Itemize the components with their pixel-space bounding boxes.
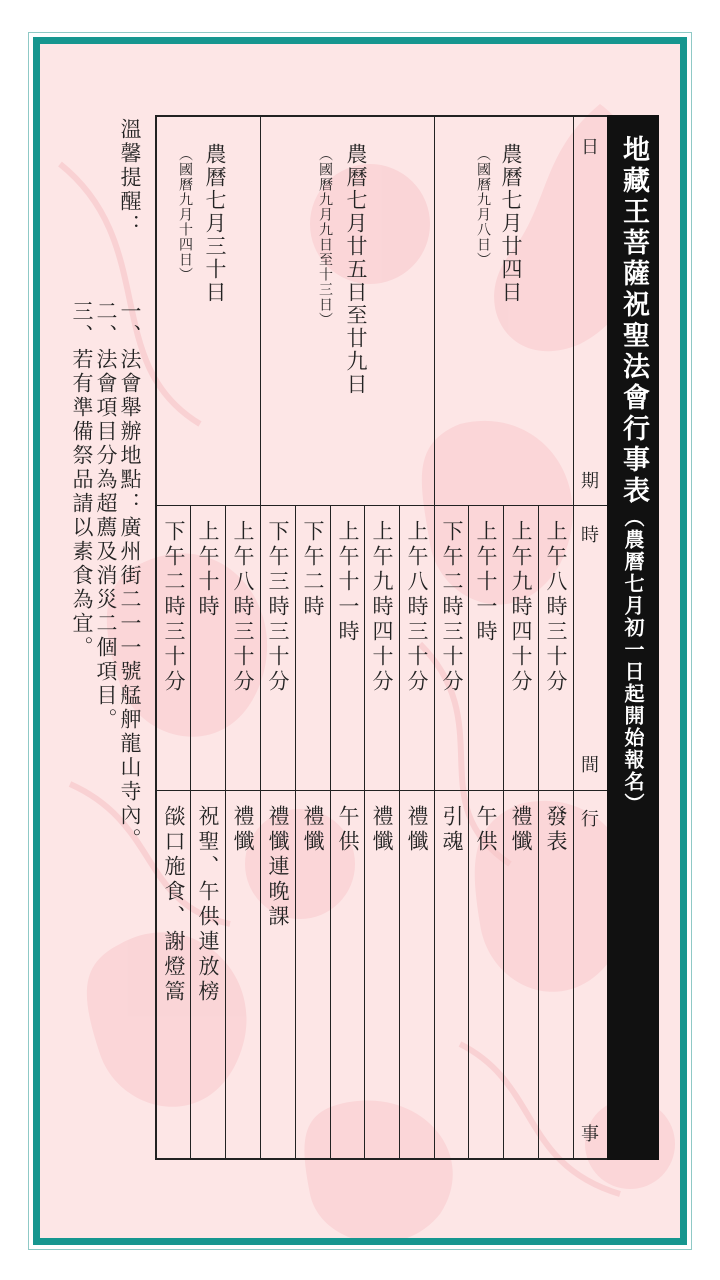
event-cell: 燄口施食、謝燈篙 — [162, 805, 186, 1005]
reminder-item-2: 二、法會項目分為超薦及消災二個項目。 — [94, 300, 118, 732]
header-time-bottom: 間 — [581, 755, 599, 776]
event-cell: 禮懺 — [231, 805, 255, 855]
event-cell: 發表 — [544, 805, 568, 855]
event-cell: 禮懺連晚課 — [266, 805, 290, 930]
time-cell: 上午八時三十分 — [405, 520, 429, 695]
time-event-divider — [155, 790, 607, 791]
header-date-bottom: 期 — [581, 471, 599, 492]
header-time-top: 時 — [581, 525, 599, 546]
group-3-date: 農曆七月三十日 — [203, 143, 227, 304]
time-cell: 上午九時四十分 — [370, 520, 394, 695]
group-2-date: 農曆七月廿五日至廿九日 — [344, 143, 368, 396]
table-border-bottom — [155, 1158, 607, 1160]
date-time-divider — [155, 505, 607, 506]
time-cell: 上午八時三十分 — [544, 520, 568, 695]
schedule-table — [155, 115, 607, 1160]
group-1-date: 農曆七月廿四日 — [499, 143, 523, 304]
time-cell: 上午十時 — [196, 520, 220, 620]
event-cell: 禮懺 — [370, 805, 394, 855]
event-cell: 引魂 — [440, 805, 464, 855]
group-3-date-sub: （國曆九月十四日） — [177, 147, 193, 282]
time-cell: 上午十一時 — [474, 520, 498, 645]
page-title: 地藏王菩薩祝聖法會行事表（農曆七月初一日起開始報名） — [618, 135, 649, 815]
event-cell: 禮懺 — [301, 805, 325, 855]
reminder-item-1: 一、法會舉辦地點：廣州街二一一號艋舺龍山寺內。 — [118, 300, 142, 852]
event-cell: 午供 — [336, 805, 360, 855]
header-event-bottom: 事 — [581, 1124, 599, 1145]
time-cell: 下午二時三十分 — [162, 520, 186, 695]
time-cell: 下午三時三十分 — [266, 520, 290, 695]
group-1-date-sub: （國曆九月八日） — [475, 147, 491, 267]
header-event-top: 行 — [581, 809, 599, 830]
event-cell: 午供 — [474, 805, 498, 855]
time-cell: 上午九時四十分 — [509, 520, 533, 695]
event-cell: 祝聖、午供連放榜 — [196, 805, 220, 1005]
reminder-heading: 溫馨提醒： — [118, 118, 142, 238]
page-subtitle: （農曆七月初一日起開始報名） — [621, 507, 645, 815]
table-border-top — [155, 115, 607, 117]
time-cell: 下午二時三十分 — [440, 520, 464, 695]
group-2-date-sub: （國曆九月九日至十三日） — [317, 147, 333, 327]
event-cell: 禮懺 — [509, 805, 533, 855]
time-cell: 下午二時 — [301, 520, 325, 620]
event-cell: 禮懺 — [405, 805, 429, 855]
header-date-top: 日 — [581, 137, 599, 158]
header-column-divider — [573, 115, 574, 1160]
time-cell: 上午十一時 — [336, 520, 360, 645]
time-cell: 上午八時三十分 — [231, 520, 255, 695]
reminder-item-3: 三、若有準備祭品請以素食為宜。 — [70, 300, 94, 660]
